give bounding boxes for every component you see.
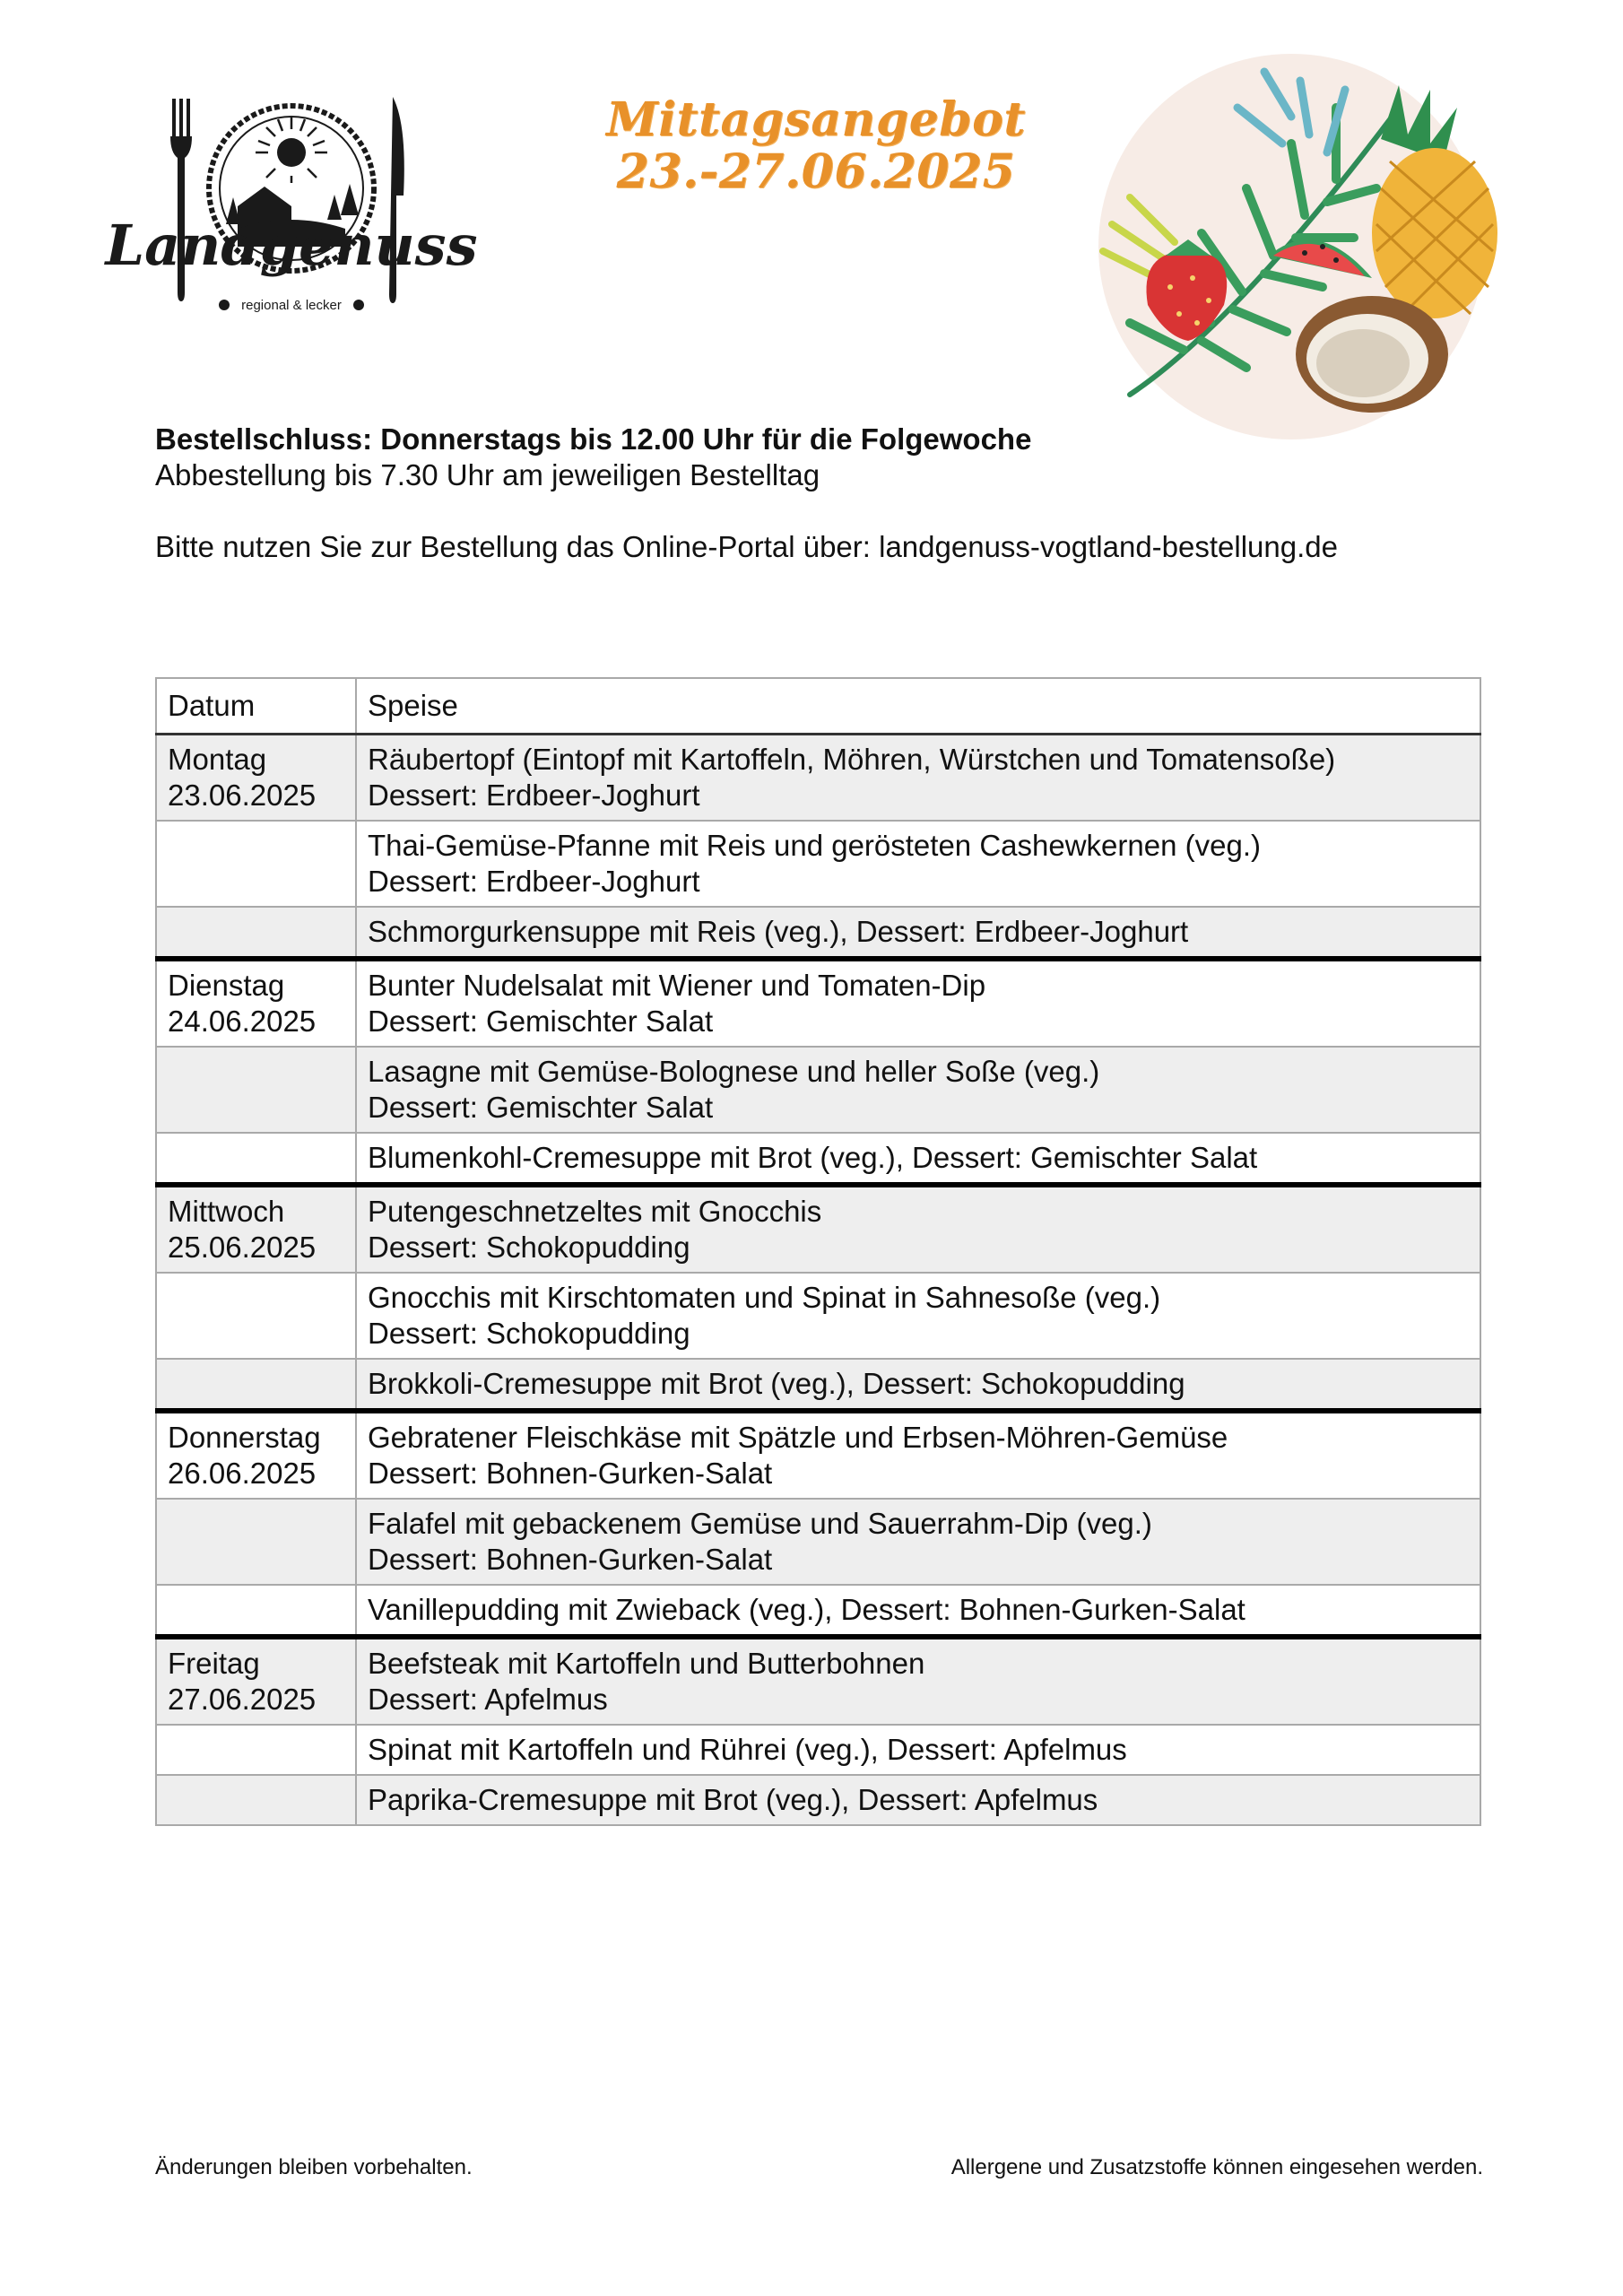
dish-cell [356,1499,1480,1585]
day-name: Dienstag [168,969,285,1002]
table-row [156,1637,1480,1725]
table-row [156,1185,1480,1273]
day-name: Donnerstag [168,1421,321,1454]
dish-cell [356,1775,1480,1825]
dish-line: Schmorgurkensuppe mit Reis (veg.), Dessert: Erdbeer-Joghurt [368,915,1189,948]
dish-cell [356,735,1480,822]
dish-line: Vanillepudding mit Zwieback (veg.), Dessert: Bohnen-Gurken-Salat [368,1593,1245,1626]
footer-allergens-note: Allergene und Zusatzstoffe können eingesehen werden. [950,2155,1483,2179]
dish-cell [356,1411,1480,1499]
sun-icon [256,117,327,183]
day-date: 27.06.2025 [168,1683,317,1716]
order-info [155,422,1500,565]
date-cell [156,1585,356,1637]
dish-line: Paprika-Cremesuppe mit Brot (veg.), Dessert: Apfelmus [368,1783,1098,1816]
dish-line: Falafel mit gebackenem Gemüse und Sauerrahm-Dip (veg.) [368,1507,1152,1540]
table-row [156,1499,1480,1585]
tropical-fruit-illustration [1076,54,1511,444]
dessert-line: Dessert: Bohnen-Gurken-Salat [368,1457,773,1490]
date-cell [156,1499,356,1585]
dessert-line: Dessert: Schokopudding [368,1317,690,1350]
dessert-line: Dessert: Erdbeer-Joghurt [368,865,700,898]
date-cell [156,1047,356,1133]
date-range: 23.-27.06.2025 [616,144,1016,200]
logo-wordmark: Landgenuss [105,213,478,278]
dish-line: Spinat mit Kartoffeln und Rührei (veg.), Dessert: Apfelmus [368,1733,1127,1766]
table-row [156,1725,1480,1775]
date-cell [156,1637,356,1725]
date-cell [156,821,356,907]
date-cell [156,1775,356,1825]
day-date: 23.06.2025 [168,778,317,812]
day-date: 26.06.2025 [168,1457,317,1490]
page-title: Mittagsangebot [606,92,1026,147]
day-date: 25.06.2025 [168,1231,317,1264]
table-row [156,959,1480,1047]
date-cell [156,1411,356,1499]
portal-note: Bitte nutzen Sie zur Bestellung das Online-Portal über: landgenuss-vogtland-bestellung.de [155,530,1338,563]
table-row [156,1775,1480,1825]
dish-cell [356,1359,1480,1411]
dessert-line: Dessert: Apfelmus [368,1683,608,1716]
dish-cell [356,1725,1480,1775]
date-cell [156,1725,356,1775]
day-name: Mittwoch [168,1195,285,1228]
dessert-line: Dessert: Schokopudding [368,1231,690,1264]
table-row [156,1047,1480,1133]
date-cell [156,1133,356,1185]
table-row [156,735,1480,822]
dish-line: Brokkoli-Cremesuppe mit Brot (veg.), Dessert: Schokopudding [368,1367,1185,1400]
title-block [574,94,1058,198]
dish-line: Gebratener Fleischkäse mit Spätzle und Erbsen-Möhren-Gemüse [368,1421,1228,1454]
header-speise: Speise [356,678,1480,735]
dish-cell [356,1637,1480,1725]
date-cell [156,1185,356,1273]
table-row [156,1585,1480,1637]
table-row [156,1411,1480,1499]
order-deadline: Bestellschluss: Donnerstags bis 12.00 Uhr für die Folgewoche [155,422,1032,456]
dish-cell [356,1133,1480,1185]
dish-line: Thai-Gemüse-Pfanne mit Reis und gerösteten Cashewkernen (veg.) [368,829,1261,862]
table-header-row [156,678,1480,735]
coconut-icon [1296,296,1448,413]
header-datum: Datum [156,678,356,735]
dessert-line: Dessert: Erdbeer-Joghurt [368,778,700,812]
dessert-line: Dessert: Gemischter Salat [368,1091,714,1124]
cancellation-note: Abbestellung bis 7.30 Uhr am jeweiligen Bestelltag [155,458,820,491]
dish-cell [356,907,1480,959]
dish-cell [356,1185,1480,1273]
day-date: 24.06.2025 [168,1004,317,1038]
dessert-line: Dessert: Bohnen-Gurken-Salat [368,1543,773,1576]
date-cell [156,1273,356,1359]
dish-line: Blumenkohl-Cremesuppe mit Brot (veg.), Dessert: Gemischter Salat [368,1141,1258,1174]
day-name: Montag [168,743,267,776]
dish-line: Räubertopf (Eintopf mit Kartoffeln, Möhren, Würstchen und Tomatensoße) [368,743,1336,776]
dish-line: Bunter Nudelsalat mit Wiener und Tomaten-Dip [368,969,986,1002]
table-row [156,821,1480,907]
footer-changes-note: Änderungen bleiben vorbehalten. [155,2155,473,2179]
dish-line: Gnocchis mit Kirschtomaten und Spinat in Sahnesoße (veg.) [368,1281,1161,1314]
dish-cell [356,1047,1480,1133]
dish-cell [356,821,1480,907]
table-row [156,907,1480,959]
table-row [156,1273,1480,1359]
logo-tagline: regional & lecker [241,298,342,313]
menu-table [155,677,1481,1826]
table-row [156,1359,1480,1411]
date-cell [156,1359,356,1411]
landgenuss-logo [105,90,478,323]
dessert-line: Dessert: Gemischter Salat [368,1004,714,1038]
date-cell [156,907,356,959]
day-name: Freitag [168,1647,260,1680]
dish-line: Lasagne mit Gemüse-Bolognese und heller Soße (veg.) [368,1055,1100,1088]
date-cell [156,959,356,1047]
date-cell [156,735,356,822]
dish-cell [356,959,1480,1047]
dish-line: Putengeschnetzeltes mit Gnocchis [368,1195,822,1228]
table-row [156,1133,1480,1185]
dish-line: Beefsteak mit Kartoffeln und Butterbohnen [368,1647,925,1680]
dish-cell [356,1585,1480,1637]
dish-cell [356,1273,1480,1359]
